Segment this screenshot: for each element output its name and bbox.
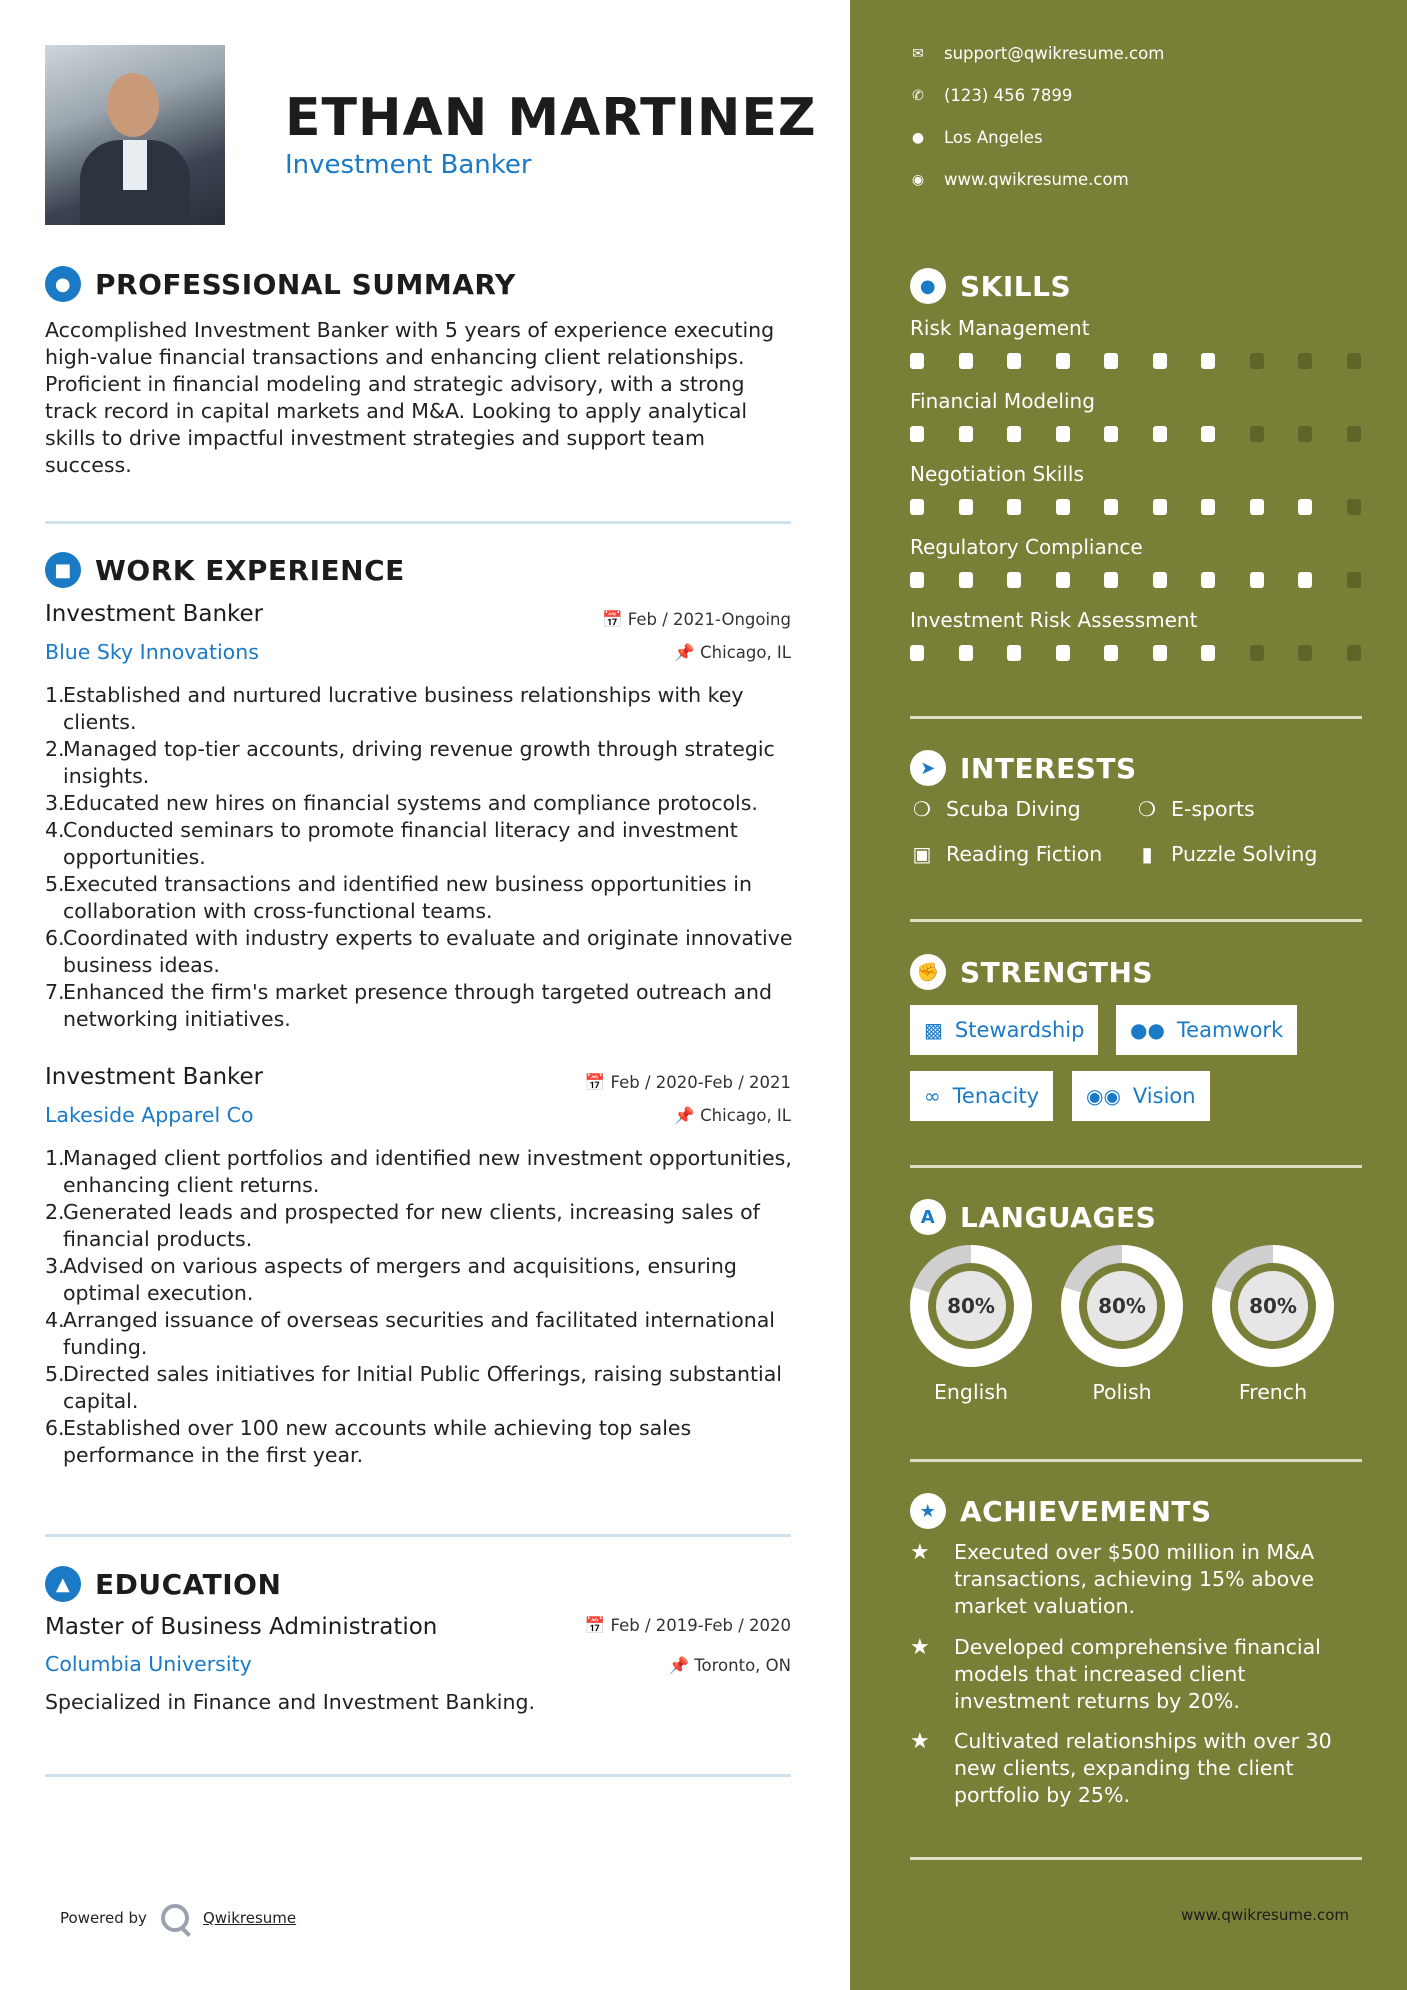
language-progress-ring xyxy=(910,1245,1032,1367)
job-location: 📌 Chicago, IL xyxy=(674,1106,791,1125)
rating-dot xyxy=(959,426,973,442)
gamepad-icon: ▣ xyxy=(912,842,932,866)
strength-chip: ◉◉ Vision xyxy=(1072,1071,1210,1121)
degree-title: Master of Business Administration xyxy=(45,1614,438,1640)
rating-dot xyxy=(959,645,973,661)
graduate-icon: ▲ xyxy=(45,1566,81,1602)
contact-email[interactable]: ✉ support@qwikresume.com xyxy=(910,44,1164,63)
rating-dot xyxy=(959,353,973,369)
rating-dot xyxy=(1347,645,1361,661)
education-location: 📌 Toronto, ON xyxy=(668,1656,791,1675)
interest-item: ▣ Reading Fiction xyxy=(910,842,1102,866)
rating-dot xyxy=(910,353,924,369)
skill-name: Regulatory Compliance xyxy=(910,535,1143,559)
rating-dot xyxy=(1250,645,1264,661)
rating-dot xyxy=(1007,353,1021,369)
job-company: Blue Sky Innovations xyxy=(45,640,259,664)
summary-title: PROFESSIONAL SUMMARY xyxy=(95,267,516,301)
skill-name: Investment Risk Assessment xyxy=(910,608,1198,632)
section-divider xyxy=(910,1165,1362,1168)
powered-label: Powered by xyxy=(60,1909,147,1927)
bullet-item: 4. Conducted seminars to promote financial literacy and investment opportunities. xyxy=(45,818,738,869)
lightbulb-icon: ● xyxy=(910,268,946,304)
rating-dot xyxy=(910,499,924,515)
bullet-item: 6. Coordinated with industry experts to evaluate and originate innovative business ideas. xyxy=(45,926,793,977)
rating-dot xyxy=(1104,426,1118,442)
strengths-heading: ✊ STRENGTHS xyxy=(910,954,1153,990)
skill-name: Risk Management xyxy=(910,316,1090,340)
rating-dot xyxy=(1153,572,1167,588)
sidebar xyxy=(850,0,1407,1990)
achievement-item: ★ Developed comprehensive financial models that increased client investment returns by 20%. xyxy=(910,1635,1321,1713)
star-badge-icon: ★ xyxy=(910,1493,946,1529)
briefcase-icon: ▩ xyxy=(924,1018,943,1042)
rating-dot xyxy=(1201,499,1215,515)
rating-dot xyxy=(959,499,973,515)
job-title: Investment Banker xyxy=(45,601,264,627)
bullet-item: 2. Generated leads and prospected for new clients, increasing sales of financial products. xyxy=(45,1200,760,1251)
rating-dot xyxy=(1298,499,1312,515)
languages-heading: A LANGUAGES xyxy=(910,1199,1156,1235)
bullet-item: 5. Executed transactions and identified new business opportunities in collaboration with cross-functional teams. xyxy=(45,872,752,923)
interest-item: ▮ Puzzle Solving xyxy=(1135,842,1317,866)
language-progress-ring xyxy=(1212,1245,1334,1367)
qwikresume-logo-icon xyxy=(161,1904,189,1932)
rating-dot xyxy=(1056,645,1070,661)
skills-heading: ● SKILLS xyxy=(910,268,1071,304)
section-divider xyxy=(45,1774,791,1777)
interests-heading: ➤ INTERESTS xyxy=(910,750,1137,786)
fist-icon: ✊ xyxy=(910,954,946,990)
brand-link[interactable]: Qwikresume xyxy=(202,1909,297,1927)
bullet-item: 6. Established over 100 new accounts while achieving top sales performance in the first year. xyxy=(45,1416,692,1467)
section-divider xyxy=(910,716,1362,719)
rating-dot xyxy=(1104,645,1118,661)
rating-dot xyxy=(1201,645,1215,661)
section-divider xyxy=(910,1459,1362,1462)
education-date: 📅 Feb / 2019-Feb / 2020 xyxy=(584,1616,791,1635)
chair-icon: ■ xyxy=(45,552,81,588)
experience-title: WORK EXPERIENCE xyxy=(95,553,405,587)
job-date: 📅 Feb / 2020-Feb / 2021 xyxy=(584,1073,791,1092)
candidate-name: ETHAN MARTINEZ xyxy=(285,88,817,148)
strength-chip: ▩ Stewardship xyxy=(910,1005,1098,1055)
section-divider xyxy=(910,1857,1362,1860)
language-name: French xyxy=(1238,1380,1308,1404)
rating-dot xyxy=(1347,572,1361,588)
lifebuoy-icon: ❍ xyxy=(913,797,931,821)
globe-icon: ◉ xyxy=(911,171,925,188)
rating-dot xyxy=(1250,426,1264,442)
language-percent: 80% xyxy=(1238,1271,1308,1341)
skill-rating xyxy=(910,499,1395,515)
rating-dot xyxy=(1347,499,1361,515)
rating-dot xyxy=(1056,353,1070,369)
language-name: Polish xyxy=(1092,1380,1152,1404)
envelope-icon: ✉ xyxy=(912,45,924,62)
contact-location: ● Los Angeles xyxy=(911,128,1043,147)
paper-plane-icon: ➤ xyxy=(910,750,946,786)
section-divider xyxy=(45,521,791,524)
achievement-item: ★ Cultivated relationships with over 30 new clients, expanding the client portfolio by 25%. xyxy=(910,1729,1332,1807)
user-icon: ● xyxy=(45,266,81,302)
interest-item: ❍ Scuba Diving xyxy=(910,797,1081,821)
translate-icon: A xyxy=(910,1199,946,1235)
bullet-item: 1. Managed client portfolios and identified new investment opportunities, enhancing client returns. xyxy=(45,1146,792,1197)
bullet-item: 7. Enhanced the firm's market presence through targeted outreach and networking initiatives. xyxy=(45,980,773,1031)
rating-dot xyxy=(1056,572,1070,588)
section-divider xyxy=(45,1534,791,1537)
school-name: Columbia University xyxy=(45,1652,252,1676)
education-note: Specialized in Finance and Investment Banking. xyxy=(45,1690,536,1714)
education-heading xyxy=(45,1566,281,1602)
rating-dot xyxy=(1153,353,1167,369)
language-percent: 80% xyxy=(936,1271,1006,1341)
strength-chip: ∞ Tenacity xyxy=(910,1071,1053,1121)
skill-name: Negotiation Skills xyxy=(910,462,1084,486)
job-bullets xyxy=(45,1145,795,1469)
strength-chip: ●● Teamwork xyxy=(1116,1005,1297,1055)
skill-rating xyxy=(910,645,1395,661)
phone-icon: ✆ xyxy=(912,87,924,104)
skill-rating xyxy=(910,572,1395,588)
powered-by xyxy=(60,1904,296,1932)
star-icon: ★ xyxy=(910,1540,930,1565)
candidate-role: Investment Banker xyxy=(285,150,532,180)
bullet-item: 2. Managed top-tier accounts, driving revenue growth through strategic insights. xyxy=(45,737,775,788)
users-icon: ●● xyxy=(1130,1018,1165,1042)
bullet-item: 5. Directed sales initiatives for Initial Public Offerings, raising substantial capital. xyxy=(45,1362,783,1413)
job-date: 📅 Feb / 2021-Ongoing xyxy=(602,610,791,629)
contact-website[interactable]: ◉ www.qwikresume.com xyxy=(911,170,1129,189)
rating-dot xyxy=(1298,572,1312,588)
rating-dot xyxy=(1298,645,1312,661)
rating-dot xyxy=(910,645,924,661)
rating-dot xyxy=(1104,572,1118,588)
contact-phone[interactable]: ✆ (123) 456 7899 xyxy=(910,86,1072,105)
rating-dot xyxy=(1201,426,1215,442)
rating-dot xyxy=(910,426,924,442)
rating-dot xyxy=(1250,353,1264,369)
rating-dot xyxy=(1104,499,1118,515)
rating-dot xyxy=(1153,499,1167,515)
summary-text: Accomplished Investment Banker with 5 years of experience executing high-value financial transactions and enhancing client relationships. Proficient in financial modeling and strategic advisory, with a strong track record in capital markets and M&A. Looking to apply analytical skills to drive impactful investment strategies and support team success. xyxy=(45,318,775,477)
rating-dot xyxy=(1298,426,1312,442)
interest-item: ❍ E-sports xyxy=(1135,797,1255,821)
rating-dot xyxy=(1007,499,1021,515)
rating-dot xyxy=(1347,426,1361,442)
rating-dot xyxy=(1007,645,1021,661)
star-icon: ★ xyxy=(910,1729,930,1754)
rating-dot xyxy=(1007,426,1021,442)
rating-dot xyxy=(1250,572,1264,588)
experience-heading xyxy=(45,552,405,588)
language-percent: 80% xyxy=(1087,1271,1157,1341)
rating-dot xyxy=(1056,499,1070,515)
rating-dot xyxy=(1056,426,1070,442)
rating-dot xyxy=(1007,572,1021,588)
bullet-item: 3. Educated new hires on financial systems and compliance protocols. xyxy=(45,791,758,815)
rating-dot xyxy=(1201,572,1215,588)
skill-rating xyxy=(910,426,1395,442)
summary-heading xyxy=(45,266,516,302)
rating-dot xyxy=(959,572,973,588)
rating-dot xyxy=(1153,426,1167,442)
job-title: Investment Banker xyxy=(45,1064,264,1090)
rating-dot xyxy=(910,572,924,588)
achievements-heading: ★ ACHIEVEMENTS xyxy=(910,1493,1212,1529)
bullet-item: 1. Established and nurtured lucrative business relationships with key clients. xyxy=(45,683,744,734)
achievement-item: ★ Executed over $500 million in M&A transactions, achieving 15% above market valuation. xyxy=(910,1540,1315,1618)
skill-rating xyxy=(910,353,1395,369)
language-name: English xyxy=(933,1380,1009,1404)
rating-dot xyxy=(1153,645,1167,661)
section-divider xyxy=(910,919,1362,922)
rating-dot xyxy=(1250,499,1264,515)
education-title: EDUCATION xyxy=(95,1567,282,1601)
rating-dot xyxy=(1347,353,1361,369)
language-progress-ring xyxy=(1061,1245,1183,1367)
footer-website[interactable]: www.qwikresume.com xyxy=(1181,1906,1349,1924)
skill-name: Financial Modeling xyxy=(910,389,1095,413)
lifebuoy-icon: ❍ xyxy=(1138,797,1156,821)
rating-dot xyxy=(1298,353,1312,369)
rating-dot xyxy=(1201,353,1215,369)
binoculars-icon: ◉◉ xyxy=(1086,1084,1121,1108)
book-icon: ▮ xyxy=(1141,842,1153,866)
job-company: Lakeside Apparel Co xyxy=(45,1103,254,1127)
profile-photo xyxy=(45,45,225,225)
star-icon: ★ xyxy=(910,1635,930,1660)
job-bullets xyxy=(45,682,795,1033)
bullet-item: 4. Arranged issuance of overseas securities and facilitated international funding. xyxy=(45,1308,775,1359)
rating-dot xyxy=(1104,353,1118,369)
map-pin-icon: ● xyxy=(911,129,925,146)
bullet-item: 3. Advised on various aspects of mergers and acquisitions, ensuring optimal execution. xyxy=(45,1254,737,1305)
link-icon: ∞ xyxy=(924,1084,941,1108)
job-location: 📌 Chicago, IL xyxy=(674,643,791,662)
